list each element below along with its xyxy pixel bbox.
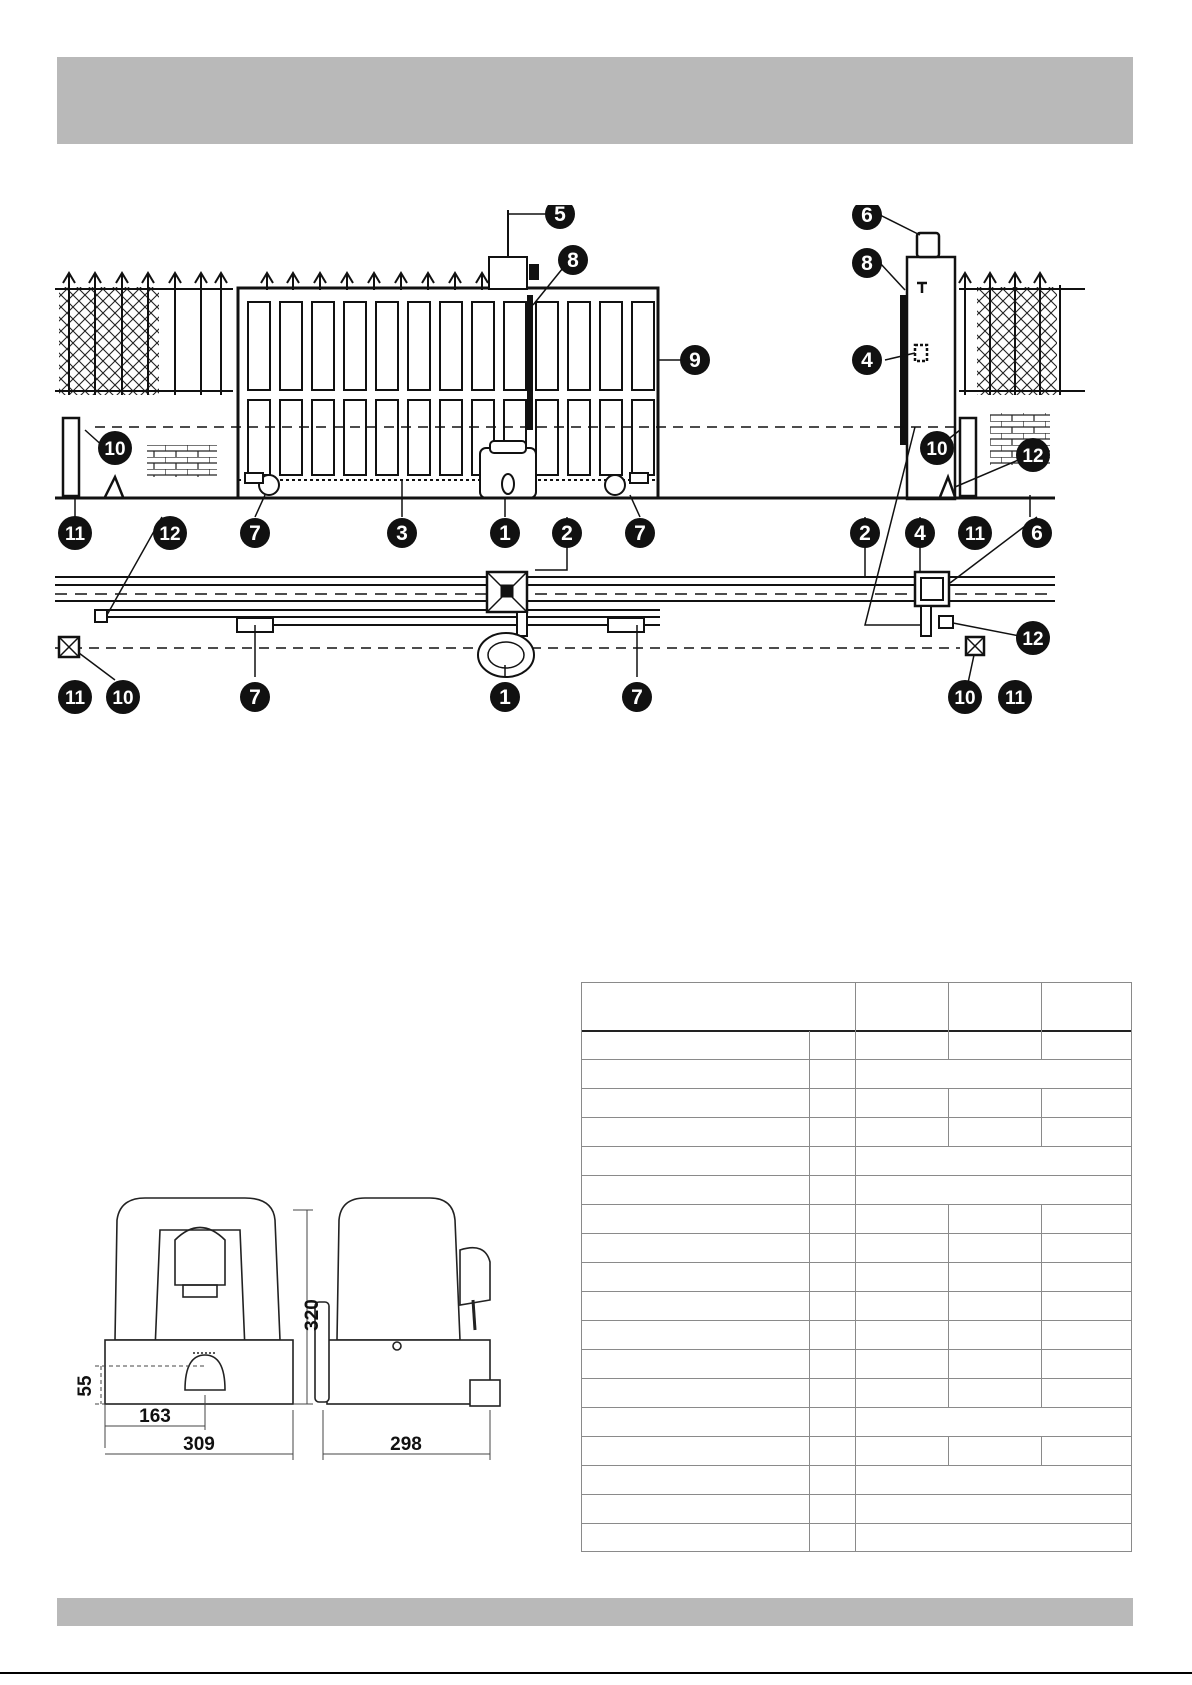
callout-1-front (490, 518, 520, 548)
gate-motor (480, 441, 536, 498)
callout-6 (852, 205, 882, 230)
dim-width: 309 (183, 1434, 215, 1455)
svg-text:6: 6 (861, 205, 873, 227)
svg-text:7: 7 (631, 686, 643, 709)
svg-text:12: 12 (1022, 629, 1044, 650)
svg-text:11: 11 (64, 688, 86, 709)
table-row-rule (582, 1407, 1131, 1408)
callout-12-plan (1016, 621, 1050, 655)
brick-patch-left (147, 445, 217, 477)
svg-text:8: 8 (861, 252, 873, 275)
table-col-rule (948, 1204, 949, 1407)
callout-4-plan (905, 518, 935, 548)
callout-2-gate (552, 518, 582, 548)
table-row-rule (582, 1146, 1131, 1147)
callout-10-right (920, 431, 954, 465)
table-header-rule (582, 1030, 1131, 1032)
dim-pinion-height: 55 (75, 1375, 96, 1397)
svg-text:10: 10 (926, 439, 948, 460)
spec-table (581, 982, 1132, 1552)
table-row-rule (582, 1291, 1131, 1292)
callout-10-left (98, 431, 132, 465)
table-col-rule (1041, 1088, 1042, 1146)
callout-1-plan (490, 682, 520, 712)
callout-8 (558, 245, 588, 275)
callout-8-pillar (852, 248, 882, 278)
table-row-rule (582, 1059, 1131, 1060)
svg-text:11: 11 (64, 524, 86, 545)
callout-3 (387, 518, 417, 548)
table-row-rule (582, 1233, 1131, 1234)
bottom-rule (0, 1672, 1192, 1674)
motor-front-view (105, 1198, 293, 1404)
table-col-rule (1041, 983, 1042, 1059)
callout-7-plan-left (240, 682, 270, 712)
right-fence (959, 273, 1085, 395)
svg-text:7: 7 (249, 522, 261, 545)
callout-12-right (1016, 438, 1050, 472)
table-row-rule (582, 1349, 1131, 1350)
svg-text:12: 12 (159, 524, 181, 545)
callout-12-left (153, 516, 187, 550)
svg-text:4: 4 (914, 522, 926, 545)
sliding-gate (238, 288, 658, 498)
svg-text:7: 7 (249, 686, 261, 709)
svg-text:7: 7 (634, 522, 646, 545)
svg-text:1: 1 (499, 522, 511, 545)
callout-6-plan (1022, 518, 1052, 548)
table-row-rule (582, 1320, 1131, 1321)
callout-11-left (58, 516, 92, 550)
svg-text:10: 10 (104, 439, 126, 460)
svg-text:11: 11 (964, 524, 986, 545)
footer-band (57, 1598, 1133, 1626)
table-col-rule (948, 1088, 949, 1146)
dim-pinion-offset: 163 (139, 1406, 171, 1427)
table-col-rule (948, 983, 949, 1059)
dim-height: 320 (302, 1299, 323, 1331)
gate-wheels (245, 473, 648, 495)
callout-7-plan-right (622, 682, 652, 712)
table-row-rule (582, 1494, 1131, 1495)
svg-text:9: 9 (689, 349, 701, 372)
table-row-rule (582, 1117, 1131, 1118)
svg-text:2: 2 (561, 522, 573, 545)
svg-text:5: 5 (554, 205, 566, 226)
table-row-rule (582, 1465, 1131, 1466)
table-col-rule (948, 1436, 949, 1465)
callout-11-plan-right (998, 680, 1032, 714)
table-row-rule (582, 1175, 1131, 1176)
svg-text:10: 10 (954, 688, 976, 709)
table-col-rule (855, 983, 856, 1552)
callout-4 (852, 345, 882, 375)
svg-text:12: 12 (1022, 446, 1044, 467)
svg-text:2: 2 (859, 522, 871, 545)
callout-2-pillar (850, 518, 880, 548)
table-col-rule (1041, 1204, 1042, 1407)
callout-7-right (625, 518, 655, 548)
table-col-rule (809, 1031, 810, 1552)
svg-text:6: 6 (1031, 522, 1043, 545)
callout-7-left (240, 518, 270, 548)
table-row-rule (582, 1378, 1131, 1379)
svg-text:3: 3 (396, 522, 408, 545)
svg-text:8: 8 (567, 249, 579, 272)
table-row-rule (582, 1204, 1131, 1205)
gate-installation-diagram (55, 205, 1140, 770)
svg-text:11: 11 (1004, 688, 1026, 709)
dim-depth: 298 (390, 1434, 422, 1455)
table-row-rule (582, 1523, 1131, 1524)
callout-5 (545, 205, 575, 229)
header-band (57, 57, 1133, 144)
callout-10-plan-left (106, 680, 140, 714)
left-fence (55, 273, 233, 395)
callout-11-plan-left (58, 680, 92, 714)
svg-text:1: 1 (499, 686, 511, 709)
callout-10-plan-right (948, 680, 982, 714)
motor-dimension-drawing (75, 1190, 535, 1480)
callout-11-right (958, 516, 992, 550)
svg-text:4: 4 (861, 349, 873, 372)
callout-9 (680, 345, 710, 375)
table-row-rule (582, 1088, 1131, 1089)
antenna (489, 210, 538, 289)
table-col-rule (1041, 1436, 1042, 1465)
table-row-rule (582, 1436, 1131, 1437)
motor-side-view (315, 1198, 500, 1406)
svg-text:10: 10 (112, 688, 134, 709)
table-row-rule (582, 1262, 1131, 1263)
